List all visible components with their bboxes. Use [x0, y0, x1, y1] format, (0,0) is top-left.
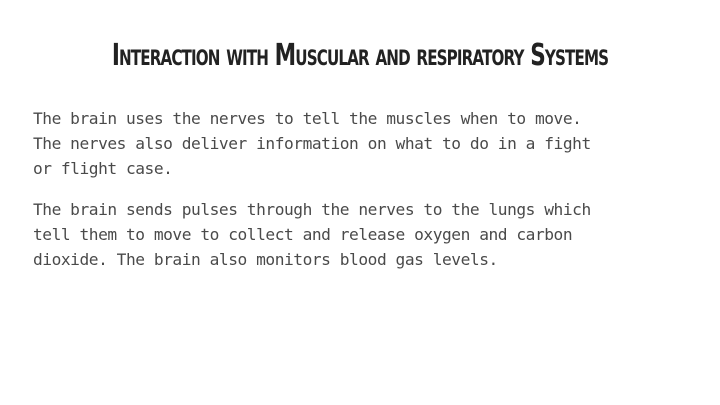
paragraph-respiratory: The brain sends pulses through the nerves to the lungs which tell them to move to collect and release oxygen and carbon dioxide. The brain also monitors blood gas levels. [33, 200, 591, 269]
paragraph-muscular: The brain uses the nerves to tell the muscles when to move. The nerves also deliver information on what to do in a fight or flight case. [33, 109, 591, 178]
slide-body [33, 106, 693, 288]
slide-title: Interaction with Muscular and respiratory Systems [111, 38, 609, 73]
